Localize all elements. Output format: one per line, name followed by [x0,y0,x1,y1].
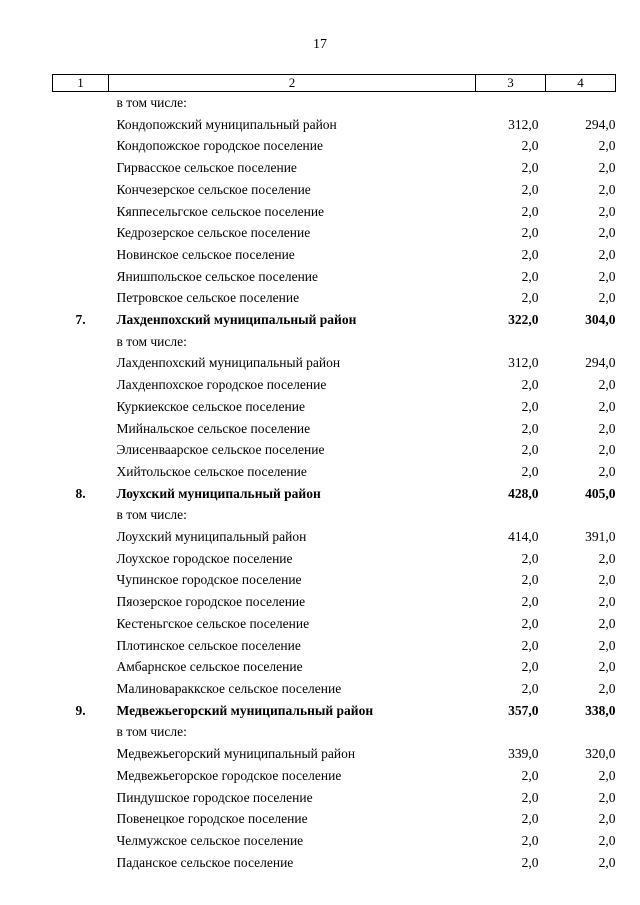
row-value-col4-cell: 320,0 [585,746,616,762]
row-value-col3-cell: 2,0 [521,615,539,631]
row-value-col3-cell: 2,0 [521,572,539,588]
row-value-col4-cell: 2,0 [598,203,616,219]
row-value-col4-cell: 2,0 [598,615,616,631]
table-row [53,591,616,613]
table-row [53,461,616,483]
row-number-cell [53,439,109,461]
row-value-col3-cell: 2,0 [521,160,539,176]
row-number-cell [53,852,109,874]
row-name-cell: Челмужское сельское поселение [116,832,304,848]
row-number-cell [53,374,109,396]
row-value-col4-cell: 405,0 [585,485,616,501]
row-number-cell [53,765,109,787]
row-value-col4-cell: 2,0 [598,789,616,805]
row-value-col4-cell: 2,0 [598,680,616,696]
table-row [53,157,616,179]
row-name-cell: Плотинское сельское поселение [116,637,301,653]
row-number-cell [53,201,109,223]
row-name-cell: Медвежьегорское городское поселение [116,767,342,783]
row-value-col3-cell [476,92,546,114]
table-row [53,92,616,114]
row-number-cell [53,157,109,179]
table-row [53,418,616,440]
row-number-cell [53,526,109,548]
page-number: 17 [313,37,327,52]
row-value-col3-cell: 2,0 [521,789,539,805]
row-value-col3-cell: 2,0 [521,832,539,848]
row-value-col3-cell: 2,0 [521,398,539,414]
row-value-col4-cell: 2,0 [598,767,616,783]
row-value-col3-cell: 2,0 [521,290,539,306]
table-row [53,352,616,374]
row-name-cell: в том числе: [116,724,187,740]
table-row [53,135,616,157]
table-row [53,830,616,852]
row-number-cell [53,656,109,678]
row-value-col3-cell: 2,0 [521,637,539,653]
row-value-col3-cell [476,331,546,353]
table-row [53,526,616,548]
row-value-col3-cell: 2,0 [521,203,539,219]
row-number-cell [53,808,109,830]
row-value-col3-cell: 2,0 [521,377,539,393]
row-number-cell: 9. [75,702,86,718]
row-value-col3-cell: 2,0 [521,594,539,610]
row-name-cell: Хийтольское сельское поселение [116,463,307,479]
row-number-cell [53,461,109,483]
table-row [53,179,616,201]
row-number-cell [53,678,109,700]
row-number-cell [53,830,109,852]
table-header [53,75,616,92]
row-value-col4-cell: 2,0 [598,442,616,458]
row-name-cell: Медвежьегорский муниципальный район [116,702,374,718]
table-row [53,808,616,830]
row-number-cell [53,352,109,374]
row-number-cell [53,613,109,635]
row-value-col4-cell: 2,0 [598,659,616,675]
row-name-cell: Лоухское городское поселение [116,550,293,566]
row-value-col3-cell: 339,0 [508,746,539,762]
row-name-cell: Мийнальское сельское поселение [116,420,311,436]
row-number-cell [53,787,109,809]
row-value-col3-cell: 2,0 [521,659,539,675]
row-value-col3-cell: 312,0 [508,116,539,132]
row-number-cell [53,92,109,114]
row-value-col4-cell [546,504,616,526]
row-number-cell [53,179,109,201]
row-value-col3-cell: 2,0 [521,854,539,870]
row-value-col3-cell: 2,0 [521,811,539,827]
row-value-col3-cell: 312,0 [508,355,539,371]
row-value-col3-cell: 357,0 [508,702,539,718]
row-value-col3-cell: 322,0 [508,312,539,328]
column-header-1: 1 [53,75,109,92]
row-value-col3-cell: 2,0 [521,268,539,284]
row-name-cell: Кондопожское городское поселение [116,138,324,154]
table-row [53,266,616,288]
row-value-col4-cell: 2,0 [598,246,616,262]
row-name-cell: в том числе: [116,333,187,349]
row-value-col4-cell: 2,0 [598,268,616,284]
row-value-col4-cell: 391,0 [585,529,616,545]
row-value-col4-cell: 2,0 [598,290,616,306]
row-name-cell: Кончезерское сельское поселение [116,181,311,197]
row-value-col3-cell: 2,0 [521,767,539,783]
row-value-col4-cell: 2,0 [598,832,616,848]
row-name-cell: Лахденпохский муниципальный район [116,312,357,328]
table-row [53,721,616,743]
row-number-cell [53,743,109,765]
row-number-cell [53,222,109,244]
row-value-col4-cell: 2,0 [598,854,616,870]
row-value-col4-cell: 2,0 [598,225,616,241]
row-name-cell: Пяозерское городское поселение [116,594,306,610]
row-number-cell: 8. [75,485,86,501]
table-row [53,635,616,657]
row-value-col4-cell: 2,0 [598,594,616,610]
row-name-cell: Элисенваарское сельское поселение [116,442,325,458]
table-row [53,743,616,765]
table-row [53,504,616,526]
table-row [53,396,616,418]
row-value-col3-cell: 414,0 [508,529,539,545]
district-total-row [53,309,616,331]
table-row [53,331,616,353]
row-number-cell [53,635,109,657]
table-row [53,374,616,396]
row-value-col3-cell: 2,0 [521,225,539,241]
row-value-col4-cell: 2,0 [598,160,616,176]
row-value-col3-cell [476,504,546,526]
table-row [53,613,616,635]
row-value-col4-cell: 2,0 [598,463,616,479]
row-name-cell: Кяппесельгское сельское поселение [116,203,325,219]
table-row [53,244,616,266]
row-value-col4-cell: 2,0 [598,572,616,588]
row-value-col3-cell: 2,0 [521,138,539,154]
row-value-col3-cell: 2,0 [521,550,539,566]
row-value-col4-cell [546,331,616,353]
row-value-col4-cell: 2,0 [598,420,616,436]
row-name-cell: Лоухский муниципальный район [116,529,307,545]
row-name-cell: Куркиекское сельское поселение [116,398,305,414]
table-body [53,92,616,874]
row-name-cell: Лахденпохский муниципальный район [116,355,341,371]
table-row [53,678,616,700]
row-value-col4-cell: 338,0 [585,702,616,718]
table-row [53,287,616,309]
table-row [53,548,616,570]
row-name-cell: Лоухский муниципальный район [116,485,321,501]
row-name-cell: Новинское сельское поселение [116,246,295,262]
row-number-cell [53,331,109,353]
row-number-cell [53,548,109,570]
table-row [53,656,616,678]
row-number-cell [53,266,109,288]
row-value-col4-cell: 2,0 [598,550,616,566]
row-value-col4-cell: 2,0 [598,181,616,197]
row-value-col4-cell: 2,0 [598,811,616,827]
row-name-cell: Паданское сельское поселение [116,854,294,870]
budget-table [52,74,616,873]
row-name-cell: в том числе: [116,507,187,523]
row-name-cell: в том числе: [116,95,187,110]
row-number-cell [53,244,109,266]
row-number-cell [53,504,109,526]
district-total-row [53,483,616,505]
column-number-row [53,75,616,92]
row-name-cell: Гирвасское сельское поселение [116,160,297,176]
row-value-col4-cell: 294,0 [585,355,616,371]
row-value-col3-cell: 2,0 [521,442,539,458]
row-value-col4-cell [546,92,616,114]
column-header-3: 3 [476,75,546,92]
row-value-col3-cell: 2,0 [521,246,539,262]
row-number-cell [53,569,109,591]
row-name-cell: Лахденпохское городское поселение [116,377,327,393]
table-row [53,787,616,809]
table-row [53,765,616,787]
row-value-col4-cell: 294,0 [585,116,616,132]
column-header-4: 4 [546,75,616,92]
table-row [53,569,616,591]
row-value-col4-cell: 2,0 [598,138,616,154]
row-name-cell: Повенецкое городское поселение [116,811,308,827]
column-header-2: 2 [109,75,476,92]
row-value-col3-cell: 2,0 [521,463,539,479]
row-value-col3-cell: 2,0 [521,420,539,436]
row-name-cell: Медвежьегорский муниципальный район [116,746,356,762]
table-row [53,222,616,244]
row-number-cell [53,287,109,309]
row-name-cell: Кестеньгское сельское поселение [116,615,310,631]
row-number-cell: 7. [75,312,86,328]
table-row [53,439,616,461]
row-value-col4-cell: 304,0 [585,312,616,328]
row-number-cell [53,591,109,613]
table-row [53,201,616,223]
row-value-col4-cell [546,721,616,743]
district-total-row [53,700,616,722]
row-number-cell [53,418,109,440]
row-value-col3-cell [476,721,546,743]
row-number-cell [53,721,109,743]
row-name-cell: Амбарнское сельское поселение [116,659,303,675]
row-number-cell [53,114,109,136]
row-name-cell: Кондопожский муниципальный район [116,116,337,132]
row-number-cell [53,135,109,157]
row-name-cell: Янишпольское сельское поселение [116,268,319,284]
row-value-col4-cell: 2,0 [598,398,616,414]
row-name-cell: Кедрозерское сельское поселение [116,225,311,241]
row-value-col3-cell: 428,0 [508,485,539,501]
row-name-cell: Петровское сельское поселение [116,290,300,306]
row-value-col4-cell: 2,0 [598,377,616,393]
row-value-col4-cell: 2,0 [598,637,616,653]
table-row [53,852,616,874]
row-name-cell: Чупинское городское поселение [116,572,302,588]
row-value-col3-cell: 2,0 [521,181,539,197]
row-name-cell: Малиновараккское сельское поселение [116,680,342,696]
table-row [53,114,616,136]
row-value-col3-cell: 2,0 [521,680,539,696]
row-name-cell: Пиндушское городское поселение [116,789,313,805]
row-number-cell [53,396,109,418]
